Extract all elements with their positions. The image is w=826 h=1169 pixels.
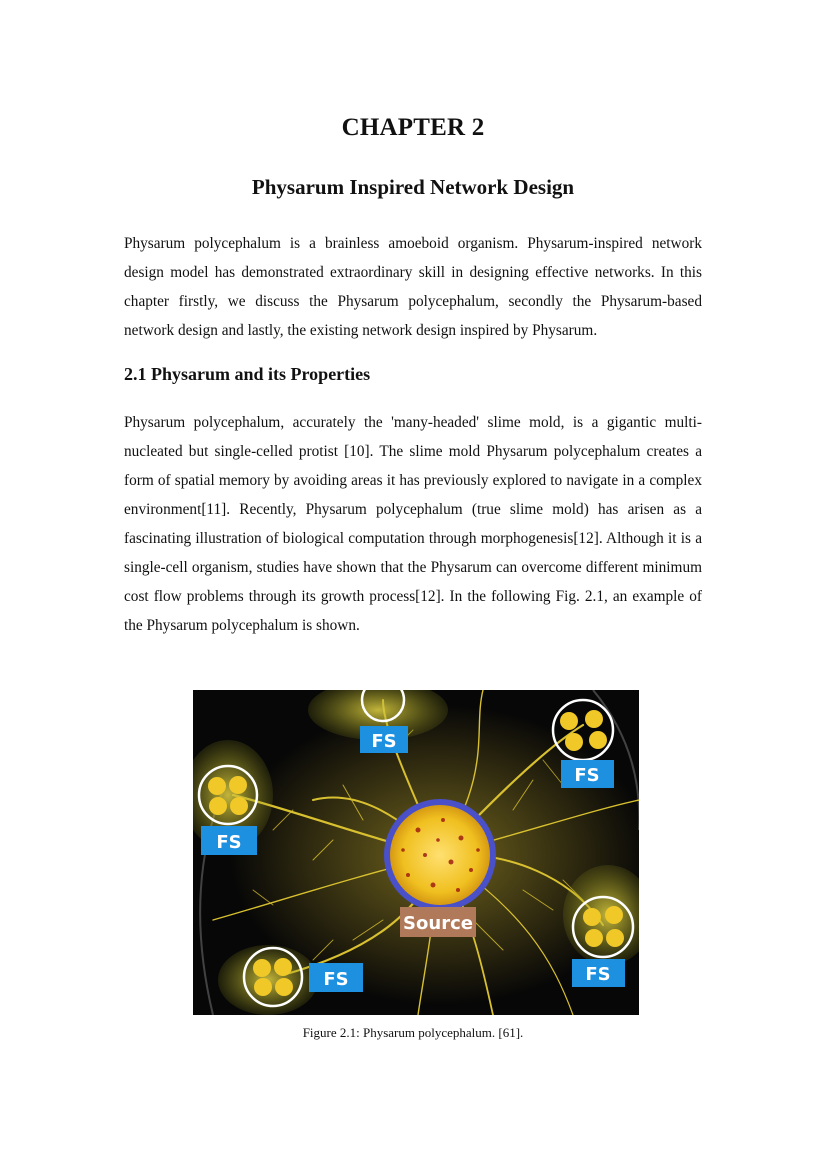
label-fs-top-right bbox=[561, 760, 614, 788]
label-fs-top bbox=[360, 726, 408, 753]
intro-paragraph: Physarum polycephalum is a brainless amoeboid organism. Physarum-inspired network design model has demonstrated extraordinary skill in designing effective networks. In this chapter firstly, we discuss the Physarum polycephalum, secondly the Physarum-based network design and lastly, the existing network design inspired by Physarum. bbox=[124, 235, 702, 339]
label-fs-right bbox=[572, 959, 625, 987]
section-heading: 2.1 Physarum and its Properties bbox=[124, 364, 371, 384]
chapter-heading: CHAPTER 2 bbox=[341, 114, 485, 141]
label-fs-left-text: FS bbox=[216, 832, 242, 853]
figure-physarum bbox=[193, 690, 639, 1015]
label-fs-top-text: FS bbox=[371, 731, 397, 752]
label-fs-left bbox=[201, 826, 257, 855]
label-source bbox=[400, 907, 476, 937]
section-paragraph: Physarum polycephalum, accurately the 'many-headed' slime mold, is a gigantic multi-nucleated but single-celled protist [10]. The slime mold Physarum polycephalum creates a form of spatial memory by avoiding areas it has previously explored to navigate in a complex environment[11]. Recently, Physarum polycephalum (true slime mold) has arisen as a fascinating illustration of biological computation through morphogenesis[12]. Although it is a single-cell organism, studies have shown that the Physarum can overcome different minimum cost flow problems through its growth process[12]. In the following Fig. 2.1, an example of the Physarum polycephalum is shown. bbox=[124, 414, 702, 634]
chapter-title: Physarum Inspired Network Design bbox=[251, 175, 575, 199]
physarum-photo bbox=[193, 690, 639, 1015]
label-fs-right-text: FS bbox=[585, 964, 611, 985]
figure-caption: Figure 2.1: Physarum polycephalum. [61]. bbox=[302, 1025, 524, 1040]
label-fs-bottom bbox=[309, 963, 363, 992]
label-fs-top-right-text: FS bbox=[574, 765, 600, 786]
label-source-text: Source bbox=[403, 913, 473, 934]
label-fs-bottom-text: FS bbox=[323, 969, 349, 990]
source-node bbox=[387, 802, 493, 908]
